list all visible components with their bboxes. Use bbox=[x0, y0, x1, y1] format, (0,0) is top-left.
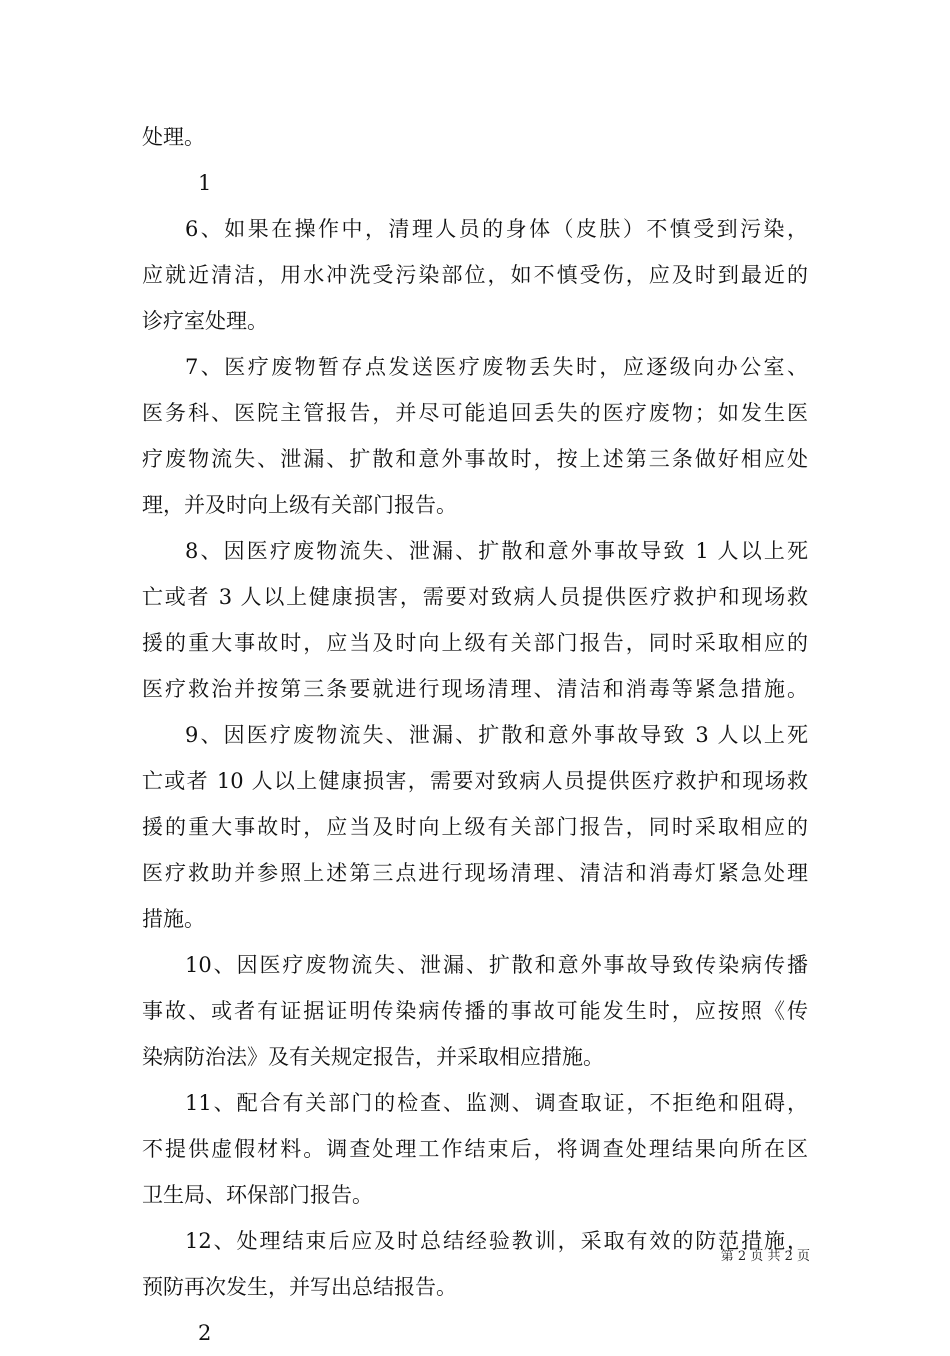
page-number-marker: 2 bbox=[198, 1321, 212, 1345]
paragraph-6-line: 6、如果在操作中，清理人员的身体（皮肤）不慎受到污染， bbox=[185, 217, 808, 241]
paragraph-10-line: 事故、或者有证据证明传染病传播的事故可能发生时，应按照《传 bbox=[142, 999, 808, 1023]
page-footer: 第 2 页 共 2 页 bbox=[720, 1249, 810, 1264]
paragraph-10-line: 染病防治法》及有关规定报告，并采取相应措施。 bbox=[142, 1045, 604, 1069]
paragraph-8-line: 医疗救治并按第三条要就进行现场清理、清洁和消毒等紧急措施。 bbox=[142, 677, 808, 701]
paragraph-8-line: 援的重大事故时，应当及时向上级有关部门报告，同时采取相应的 bbox=[142, 631, 808, 655]
paragraph-9-line: 医疗救助并参照上述第三点进行现场清理、清洁和消毒灯紧急处理 bbox=[142, 861, 808, 885]
document-body bbox=[142, 114, 808, 1356]
paragraph-11-line: 11、配合有关部门的检查、监测、调查取证，不拒绝和阻碍， bbox=[185, 1091, 808, 1115]
paragraph-11-line: 不提供虚假材料。调查处理工作结束后，将调查处理结果向所在区 bbox=[142, 1137, 808, 1161]
paragraph-9-line: 措施。 bbox=[142, 907, 205, 931]
paragraph-7-line: 7、医疗废物暂存点发送医疗废物丢失时，应逐级向办公室、 bbox=[185, 355, 808, 379]
paragraph-10-line: 10、因医疗废物流失、泄漏、扩散和意外事故导致传染病传播 bbox=[185, 953, 808, 977]
paragraph-7-line: 疗废物流失、泄漏、扩散和意外事故时，按上述第三条做好相应处 bbox=[142, 447, 808, 471]
paragraph-7-line: 理，并及时向上级有关部门报告。 bbox=[142, 493, 457, 517]
paragraph-9-line: 亡或者 10 人以上健康损害，需要对致病人员提供医疗救护和现场救 bbox=[142, 769, 808, 793]
paragraph-9-line: 援的重大事故时，应当及时向上级有关部门报告，同时采取相应的 bbox=[142, 815, 808, 839]
paragraph-7-line: 医务科、医院主管报告，并尽可能追回丢失的医疗废物；如发生医 bbox=[142, 401, 808, 425]
paragraph-8-line: 8、因医疗废物流失、泄漏、扩散和意外事故导致 1 人以上死 bbox=[185, 539, 808, 563]
text-line: 处理。 bbox=[142, 125, 205, 149]
paragraph-12-line: 12、处理结束后应及时总结经验教训，采取有效的防范措施， bbox=[185, 1229, 808, 1253]
page-number-marker: 1 bbox=[198, 171, 212, 195]
paragraph-8-line: 亡或者 3 人以上健康损害，需要对致病人员提供医疗救护和现场救 bbox=[142, 585, 808, 609]
paragraph-12-line: 预防再次发生，并写出总结报告。 bbox=[142, 1275, 457, 1299]
paragraph-6-line: 诊疗室处理。 bbox=[142, 309, 268, 333]
paragraph-9-line: 9、因医疗废物流失、泄漏、扩散和意外事故导致 3 人以上死 bbox=[185, 723, 808, 747]
paragraph-11-line: 卫生局、环保部门报告。 bbox=[142, 1183, 373, 1207]
paragraph-6-line: 应就近清洁，用水冲洗受污染部位，如不慎受伤，应及时到最近的 bbox=[142, 263, 808, 287]
